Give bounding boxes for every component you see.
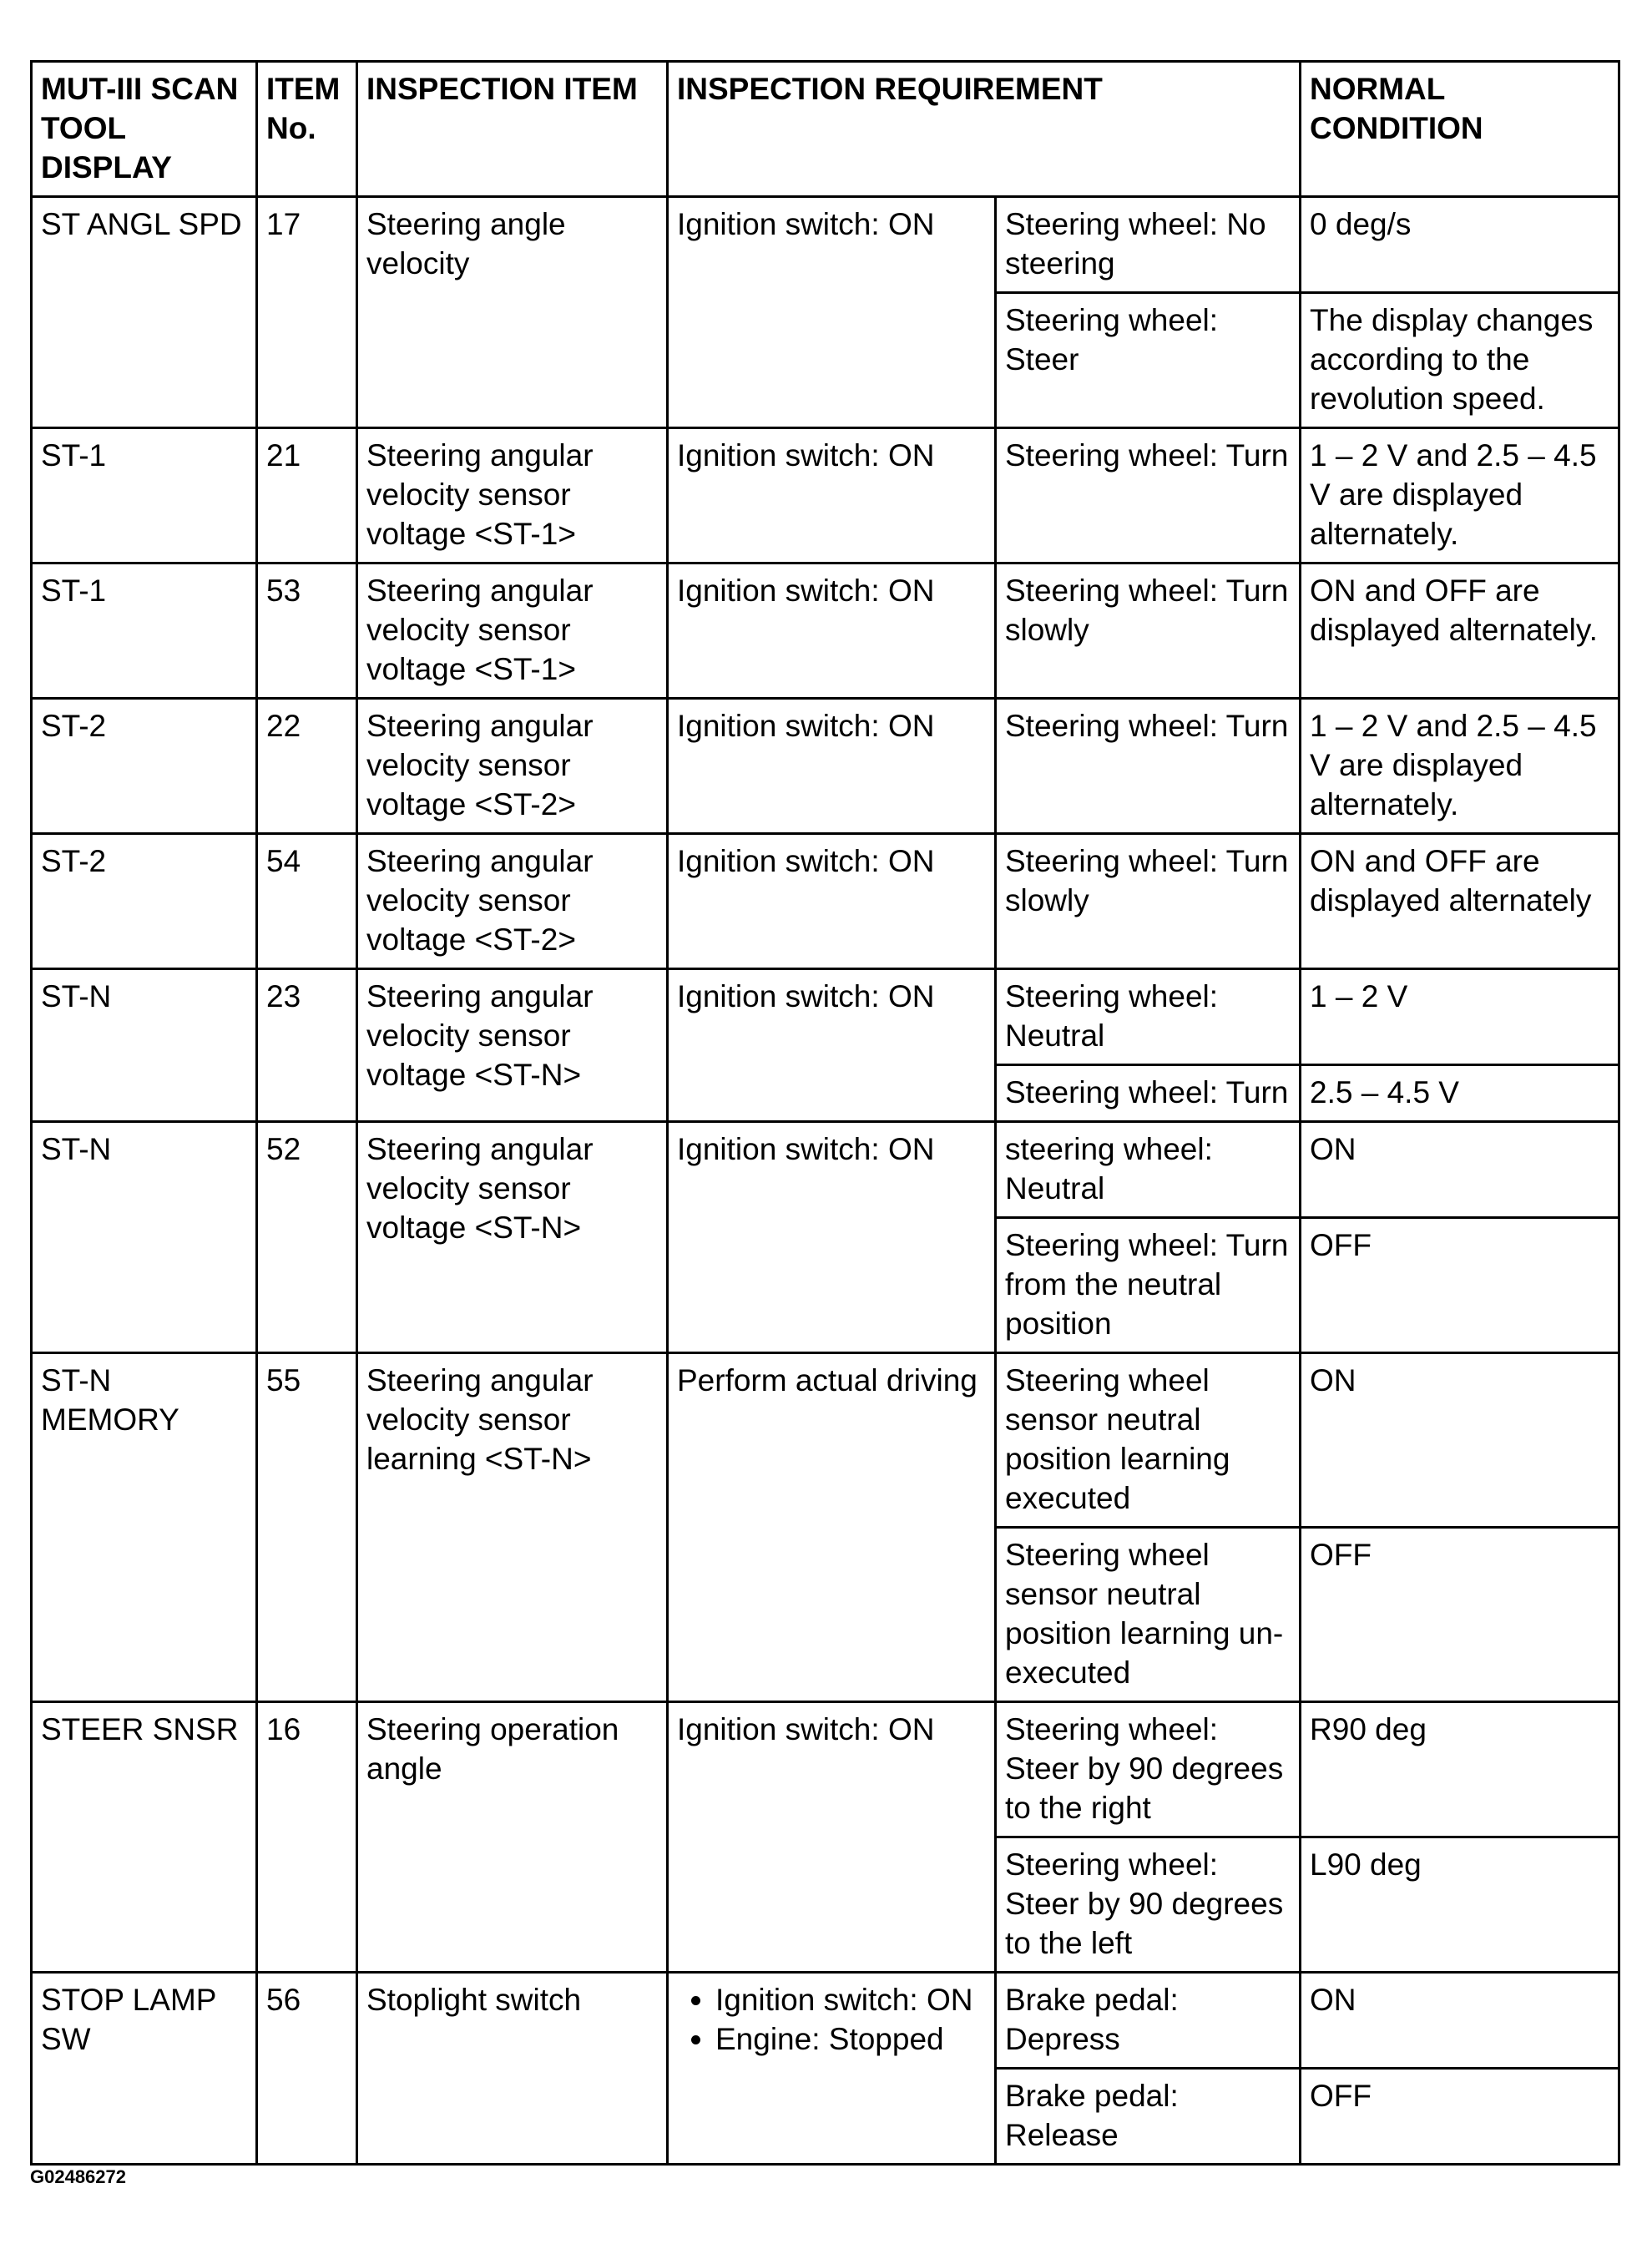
inspection-item-cell: Steering angular velocity sensor voltage <ST-2>: [357, 699, 668, 834]
inspection-item-cell: Steering angular velocity sensor voltage <ST-1>: [357, 564, 668, 699]
table-row: [32, 834, 1619, 969]
condition-requirement-cell: Steering wheel: Turn: [996, 699, 1301, 834]
header-inspection-item: INSPECTION ITEM: [357, 62, 668, 197]
inspection-requirement-cell: Ignition switch: ON: [668, 1702, 996, 1973]
figure-id: G02486272: [30, 2166, 126, 2187]
inspection-item-cell: Steering angular velocity sensor voltage <ST-1>: [357, 428, 668, 564]
normal-condition-cell: 1 – 2 V and 2.5 – 4.5 V are displayed alternately.: [1301, 699, 1619, 834]
scan-tool-display-cell: ST-2: [32, 699, 257, 834]
requirement-bullet: • Engine: Stopped: [715, 2019, 986, 2059]
table-row: [32, 699, 1619, 834]
condition-requirement-cell: Steering wheel: Turn from the neutral position: [996, 1218, 1301, 1353]
table-row: [32, 1973, 1619, 2069]
normal-condition-cell: 2.5 – 4.5 V: [1301, 1065, 1619, 1122]
item-no-cell: 17: [257, 197, 357, 428]
normal-condition-cell: ON and OFF are displayed alternately.: [1301, 564, 1619, 699]
scan-tool-display-cell: ST ANGL SPD: [32, 197, 257, 428]
normal-condition-cell: ON and OFF are displayed alternately: [1301, 834, 1619, 969]
table-row: [32, 1353, 1619, 1528]
header-row: [32, 62, 1619, 197]
normal-condition-cell: ON: [1301, 1122, 1619, 1218]
inspection-requirement-cell: Ignition switch: ON: [668, 564, 996, 699]
scan-tool-display-cell: ST-1: [32, 428, 257, 564]
normal-condition-cell: OFF: [1301, 1218, 1619, 1353]
scan-tool-display-cell: STOP LAMP SW: [32, 1973, 257, 2165]
condition-requirement-cell: Steering wheel: Turn: [996, 1065, 1301, 1122]
scan-tool-display-cell: ST-2: [32, 834, 257, 969]
normal-condition-cell: 1 – 2 V and 2.5 – 4.5 V are displayed alternately.: [1301, 428, 1619, 564]
header-item-no: ITEM No.: [257, 62, 357, 197]
item-no-cell: 54: [257, 834, 357, 969]
requirement-bullet: • Ignition switch: ON: [715, 1980, 986, 2019]
table-row: [32, 564, 1619, 699]
item-no-cell: 55: [257, 1353, 357, 1702]
condition-requirement-cell: Steering wheel: Neutral: [996, 969, 1301, 1065]
normal-condition-cell: 0 deg/s: [1301, 197, 1619, 293]
inspection-requirement-cell: Ignition switch: ON: [668, 834, 996, 969]
inspection-table: [30, 60, 1620, 2166]
condition-requirement-cell: Steering wheel: Steer: [996, 293, 1301, 428]
header-normal-condition: NORMAL CONDITION: [1301, 62, 1619, 197]
condition-requirement-cell: Steering wheel: Turn slowly: [996, 564, 1301, 699]
header-inspection-requirement: INSPECTION REQUIREMENT: [668, 62, 1301, 197]
normal-condition-cell: 1 – 2 V: [1301, 969, 1619, 1065]
inspection-item-cell: Steering angular velocity sensor voltage <ST-2>: [357, 834, 668, 969]
inspection-requirement-cell: Ignition switch: ON: [668, 1122, 996, 1353]
inspection-item-cell: Stoplight switch: [357, 1973, 668, 2165]
normal-condition-cell: R90 deg: [1301, 1702, 1619, 1837]
table-row: [32, 1122, 1619, 1218]
requirement-bullet-list: [677, 1980, 986, 2059]
inspection-requirement-cell: Ignition switch: ON: [668, 197, 996, 428]
normal-condition-cell: L90 deg: [1301, 1837, 1619, 1973]
inspection-requirement-cell: [668, 1973, 996, 2165]
table-row: [32, 1702, 1619, 1837]
item-no-cell: 23: [257, 969, 357, 1122]
item-no-cell: 56: [257, 1973, 357, 2165]
inspection-item-cell: Steering angular velocity sensor learning <ST-N>: [357, 1353, 668, 1702]
condition-requirement-cell: Steering wheel: Steer by 90 degrees to the left: [996, 1837, 1301, 1973]
scan-tool-display-cell: ST-N MEMORY: [32, 1353, 257, 1702]
header-scan-tool-display: MUT-III SCAN TOOL DISPLAY: [32, 62, 257, 197]
condition-requirement-cell: Steering wheel: Steer by 90 degrees to the right: [996, 1702, 1301, 1837]
condition-requirement-cell: Steering wheel sensor neutral position learning executed: [996, 1353, 1301, 1528]
item-no-cell: 22: [257, 699, 357, 834]
normal-condition-cell: ON: [1301, 1973, 1619, 2069]
inspection-item-cell: Steering angle velocity: [357, 197, 668, 428]
inspection-item-cell: Steering angular velocity sensor voltage <ST-N>: [357, 969, 668, 1122]
normal-condition-cell: OFF: [1301, 1528, 1619, 1702]
inspection-item-cell: Steering operation angle: [357, 1702, 668, 1973]
condition-requirement-cell: Steering wheel: Turn slowly: [996, 834, 1301, 969]
table-row: [32, 428, 1619, 564]
condition-requirement-cell: steering wheel: Neutral: [996, 1122, 1301, 1218]
item-no-cell: 53: [257, 564, 357, 699]
normal-condition-cell: OFF: [1301, 2069, 1619, 2165]
table-row: [32, 969, 1619, 1065]
item-no-cell: 21: [257, 428, 357, 564]
table-body: [32, 197, 1619, 2165]
scan-tool-display-cell: ST-N: [32, 969, 257, 1122]
normal-condition-cell: The display changes according to the revolution speed.: [1301, 293, 1619, 428]
normal-condition-cell: ON: [1301, 1353, 1619, 1528]
condition-requirement-cell: Steering wheel: Turn: [996, 428, 1301, 564]
condition-requirement-cell: Steering wheel sensor neutral position learning un-executed: [996, 1528, 1301, 1702]
scan-tool-display-cell: STEER SNSR: [32, 1702, 257, 1973]
item-no-cell: 52: [257, 1122, 357, 1353]
inspection-item-cell: Steering angular velocity sensor voltage <ST-N>: [357, 1122, 668, 1353]
inspection-requirement-cell: Ignition switch: ON: [668, 699, 996, 834]
inspection-requirement-cell: Ignition switch: ON: [668, 969, 996, 1122]
inspection-requirement-cell: Perform actual driving: [668, 1353, 996, 1702]
table-row: [32, 197, 1619, 293]
scan-tool-display-cell: ST-1: [32, 564, 257, 699]
item-no-cell: 16: [257, 1702, 357, 1973]
condition-requirement-cell: Brake pedal: Release: [996, 2069, 1301, 2165]
inspection-requirement-cell: Ignition switch: ON: [668, 428, 996, 564]
condition-requirement-cell: Steering wheel: No steering: [996, 197, 1301, 293]
condition-requirement-cell: Brake pedal: Depress: [996, 1973, 1301, 2069]
scan-tool-display-cell: ST-N: [32, 1122, 257, 1353]
